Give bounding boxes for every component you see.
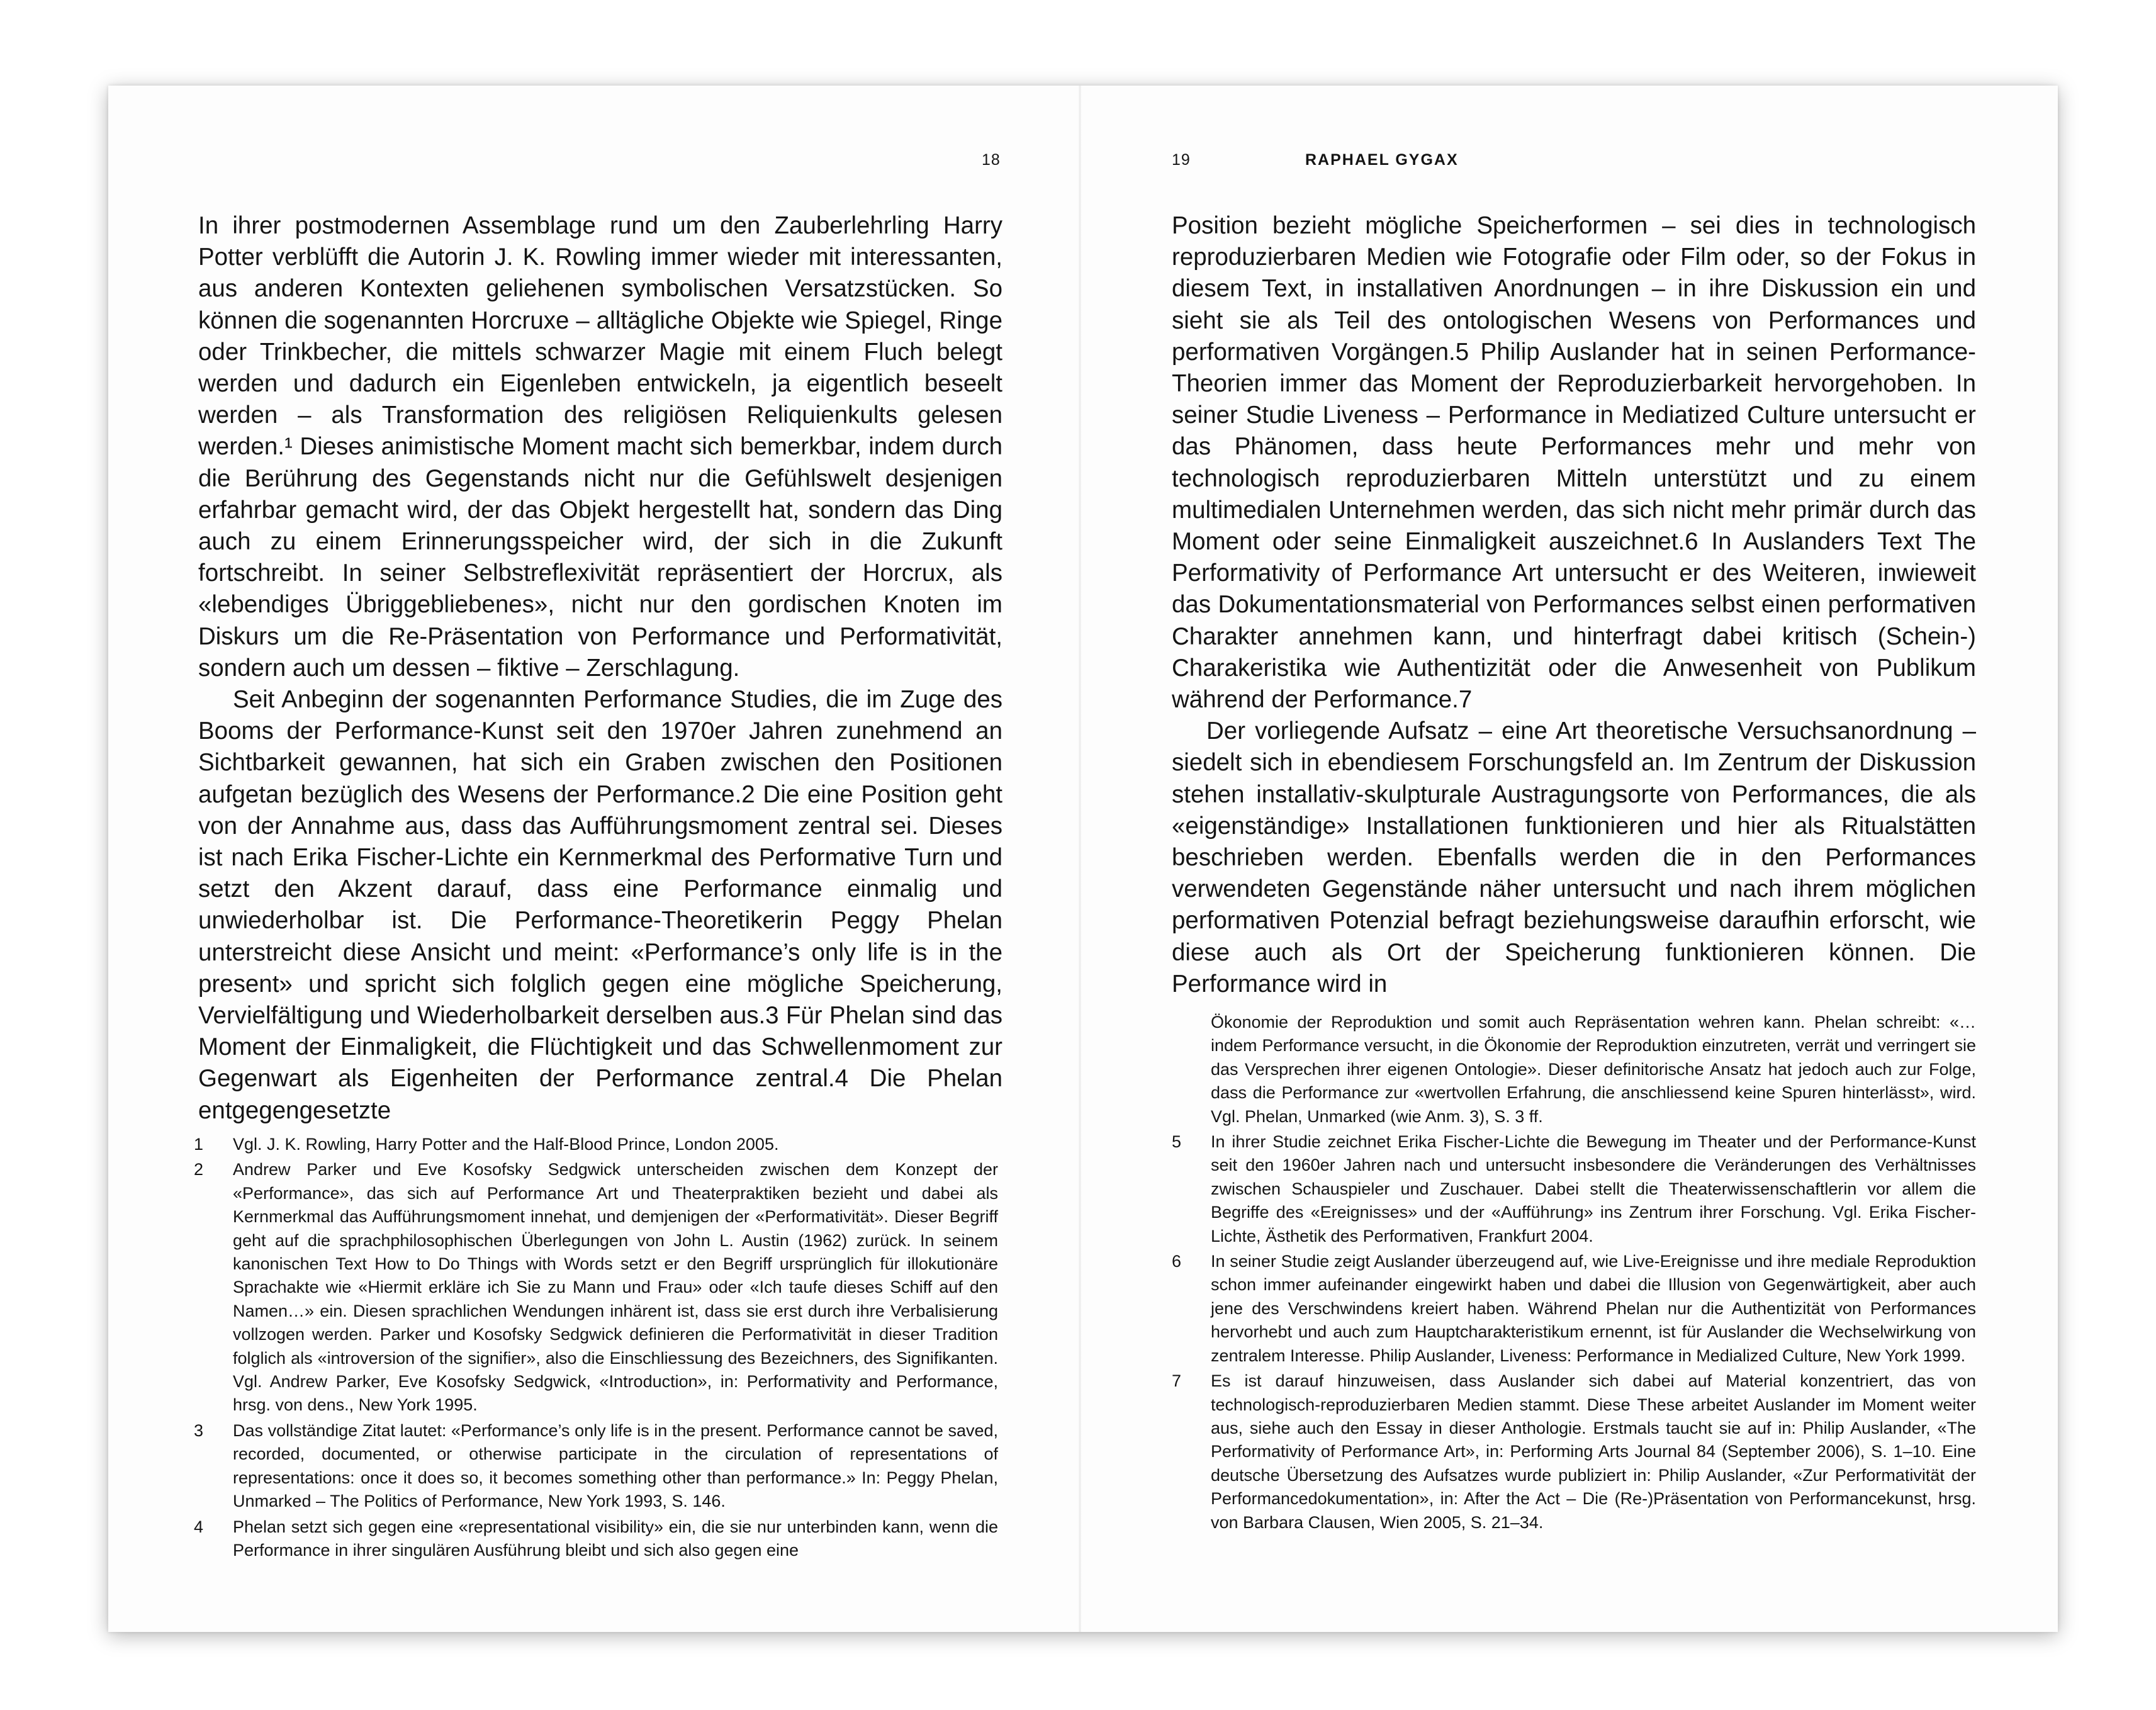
footnote-text: Vgl. J. K. Rowling, Harry Potter and the Half-Blood Prince, London 2005. [233,1135,779,1154]
footnote-number: 6 [1172,1252,1182,1271]
book-gutter [1079,86,1081,1632]
footnote-text: Phelan setzt sich gegen eine «representational visibility» ein, die sie nur unterbinden kann, wenn die Performance in ihrer singulären Ausführung bleibt und sich also gegen eine [233,1517,998,1560]
footnote-number: 7 [1172,1371,1182,1391]
footnote-number: 5 [1172,1132,1182,1152]
footnote-text: Das vollständige Zitat lautet: «Performance’s only life is in the present. Performance cannot be saved, recorded, documented, or otherwise participate in the circulation of representations of representations: once it does so, it becomes something other than performance.» In: Peggy Phelan, Unmarked – The Politics of Performance, New York 1993, S. 146. [233,1420,998,1511]
footnote-6 [1172,1250,1976,1368]
left-body-text [198,210,1002,1127]
footnote-text: Es ist darauf hinzuweisen, dass Auslander sich dabei auf Material konzentriert, das von technologisch-reproduzierbaren Medien stammt. Diese These arbeitet Auslander im Moment weiter aus, siehe auch den Essay in dieser Anthologie. Erstmals taucht sie auf in: Philip Auslander, «The Performativity of Performance Art», in: Performing Arts Journal 84 (September 2006), S. 1–10. Eine deutsche Übersetzung des Aufsatzes wurde publiziert in: Philip Auslander, «Zur Performativität der Performancedokumentation», in: After the Act – Die (Re-)Präsentation von Performancekunst, hrsg. von Barbara Clausen, Wien 2005, S. 21–34. [1211,1371,1976,1532]
footnote-2 [194,1158,998,1417]
footnote-number: 1 [194,1135,204,1154]
footnote-text: In ihrer Studie zeichnet Erika Fischer-Lichte die Bewegung im Theater und der Performance-Kunst seit den 1960er Jahren nach und untersucht insbesondere die Veränderungen des Verhältnisses zwischen Schauspieler und Zuschauer. Dabei stellt die Theaterwissenschaftlerin vor allem die Begriffe des «Ereignisses» und der «Aufführung» ins Zentrum ihrer Forschung. Vgl. Erika Fischer-Lichte, Ästhetik des Performativen, Frankfurt 2004. [1211,1132,1976,1246]
right-paragraph-2: Der vorliegende Aufsatz – eine Art theoretische Versuchsanordnung – siedelt sich in ebendiesem Forschungsfeld an. Im Zentrum der Diskussion stehen installativ-skulpturale Austragungsorte von Performances, die als «eigenständige» Installationen funktionieren und hier als Ritualstätten beschrieben werden. Ebenfalls werden die in den Performances verwendeten Gegenstände näher untersucht und nach ihrem möglichen performativen Potenzial befragt beziehungsweise daraufhin erforscht, wie diese auch als Ort der Speicherung funktionieren können. Die Performance wird in [1172,717,1976,998]
footnote-3 [194,1419,998,1514]
footnote-number: 4 [194,1517,204,1536]
footnote-4-continued [1172,1011,1976,1128]
footnote-text: Ökonomie der Reproduktion und somit auch Repräsentation wehren kann. Phelan schreibt: «… indem Performance versucht, in die Ökonomie der Reproduktion einzutreten, verrät und verringert sie das Versprechen ihrer eigenen Ontologie». Dieser definitorische Ansatz hat jedoch auch zur Folge, dass die Performance zur «wertvollen Erfahrung, die anschliessend keine Spuren hinterlässt», wird. Vgl. Phelan, Unmarked (wie Anm. 3), S. 3 ff. [1211,1013,1976,1126]
left-paragraph-2: Seit Anbeginn der sogenannten Performance Studies, die im Zuge des Booms der Performance-Kunst seit den 1970er Jahren zunehmend an Sichtbarkeit gewannen, hat sich ein Graben zwischen den Positionen aufgetan bezüglich des Wesens der Performance.2 Die eine Position geht von der Annahme aus, dass das Aufführungsmoment zentral sei. Dieses ist nach Erika Fischer-Lichte ein Kernmerkmal des Performative Turn und setzt den Akzent darauf, dass eine Performance einmalig und unwiederholbar ist. Die Performance-Theoretikerin Peggy Phelan unterstreicht diese Ansicht und meint: «Performance’s only life is in the present» und spricht sich folglich gegen eine mögliche Speicherung, Vervielfältigung und Wiederholbarkeit derselben aus.3 Für Phelan sind das Moment der Einmaligkeit, die Flüchtigkeit und das Schwellenmoment zur Gegenwart als Eigenheiten der Performance zentral.4 Die Phelan entgegengesetzte [198,686,1002,1124]
footnote-7 [1172,1370,1976,1534]
footnote-4 [194,1516,998,1563]
left-paragraph-1: In ihrer postmodernen Assemblage rund um den Zauberlehrling Harry Potter verblüfft die Autorin J. K. Rowling immer wieder mit interessanten, aus anderen Kontexten geliehenen symbolischen Versatzstücken. So können die sogenannten Horcruxe – alltägliche Objekte wie Spiegel, Ringe oder Trinkbecher, die mittels schwarzer Magie mit einem Fluch belegt werden und dadurch ein Eigenleben entwickeln, ja eigentlich beseelt werden – als Transformation des religiösen Reliquienkults gelesen werden.¹ Dieses animistische Moment macht sich bemerkbar, indem durch die Berührung des Gegenstands nicht nur die Gefühlswelt desjenigen erfahrbar gemacht wird, der das Objekt hergestellt hat, sondern das Ding auch zu einem Erinnerungsspeicher wird, der sich in die Zukunft fortschreibt. In seiner Selbstreflexivität repräsentiert der Horcrux, als «lebendiges Übriggebliebenes», nicht nur den gordischen Knoten im Diskurs um die Re-Präsentation von Performance und Performativität, sondern auch um dessen – fiktive – Zerschlagung. [198,212,1002,682]
footnote-number: 3 [194,1420,204,1440]
right-footnotes [1172,1011,1976,1536]
left-footnotes [194,1133,998,1564]
left-page-number: 18 [982,151,1001,169]
right-body-text [1172,210,1976,1000]
running-head: RAPHAEL GYGAX [1305,151,1459,169]
footnote-text: Andrew Parker und Eve Kosofsky Sedgwick unterscheiden zwischen dem Konzept der «Performance», das sich auf Performance Art und Theaterpraktiken bezieht und dabei als Kernmerkmal das Aufführungsmoment innehat, und demjenigen der «Performativität». Dieser Begriff geht auf die sprachphilosophischen Überlegungen von John L. Austin (1962) zurück. In seinem kanonischen Text How to Do Things with Words setzt er den Begriff ursprünglich für illokutionäre Sprachakte wie «Hiermit erkläre ich Sie zu Mann und Frau» oder «Ich taufe dieses Schiff auf den Namen…» ein. Diesen sprachlichen Wendungen inhärent ist, dass sie erst durch ihre Verbalisierung vollzogen werden. Parker und Kosofsky Sedgwick definieren die Performativität in dieser Tradition folglich als «introversion of the signifier», also die Einschliessung des Bezeichners, des Signifikanten. Vgl. Andrew Parker, Eve Kosofsky Sedgwick, «Introduction», in: Performativity and Performance, hrsg. von dens., New York 1995. [233,1160,998,1415]
footnote-text: In seiner Studie zeigt Auslander überzeugend auf, wie Live-Ereignisse und ihre mediale Reproduktion schon immer aufeinander eingewirkt haben und dabei die Illusion von Gegenwärtigkeit, aber auch jene des Verschwindens kreiert haben. Während Phelan nur die Authentizität von Performances hervorhebt und auch zum Hauptcharakteristikum ernennt, ist für Auslander die Wechselwirkung von zentralem Interesse. Philip Auslander, Liveness: Performance in Medialized Culture, New York 1999. [1211,1252,1976,1365]
footnote-number: 2 [194,1160,204,1179]
footnote-5 [1172,1130,1976,1248]
footnote-1 [194,1133,998,1156]
right-page-number: 19 [1172,151,1191,169]
right-paragraph-1: Position bezieht mögliche Speicherformen – sei dies in technologisch reproduzierbaren Medien wie Fotografie oder Film oder, so der Fokus in diesem Text, in installativen Anordnungen – in ihre Diskussion ein und sieht sie als Teil des ontologischen Wesens von Performances und performativen Vorgängen.5 Philip Auslander hat in seinen Performance-Theorien immer das Moment der Reproduzierbarkeit hervorgehoben. In seiner Studie Liveness – Performance in Mediatized Culture untersucht er das Phänomen, dass heute Performances mehr und mehr von technologisch reproduzierbaren Mitteln unterstützt und zu einem multimedialen Unternehmen werden, das sich nicht mehr primär durch das Moment oder seine Einmaligkeit auszeichnet.6 In Auslanders Text The Performativity of Performance Art untersucht er des Weiteren, inwieweit das Dokumentationsmaterial von Performances selbst einen performativen Charakter annehmen kann, und hinterfragt dabei kritisch (Schein-) Charakeristika wie Authentizität oder die Anwesenheit von Publikum während der Performance.7 [1172,212,1976,714]
